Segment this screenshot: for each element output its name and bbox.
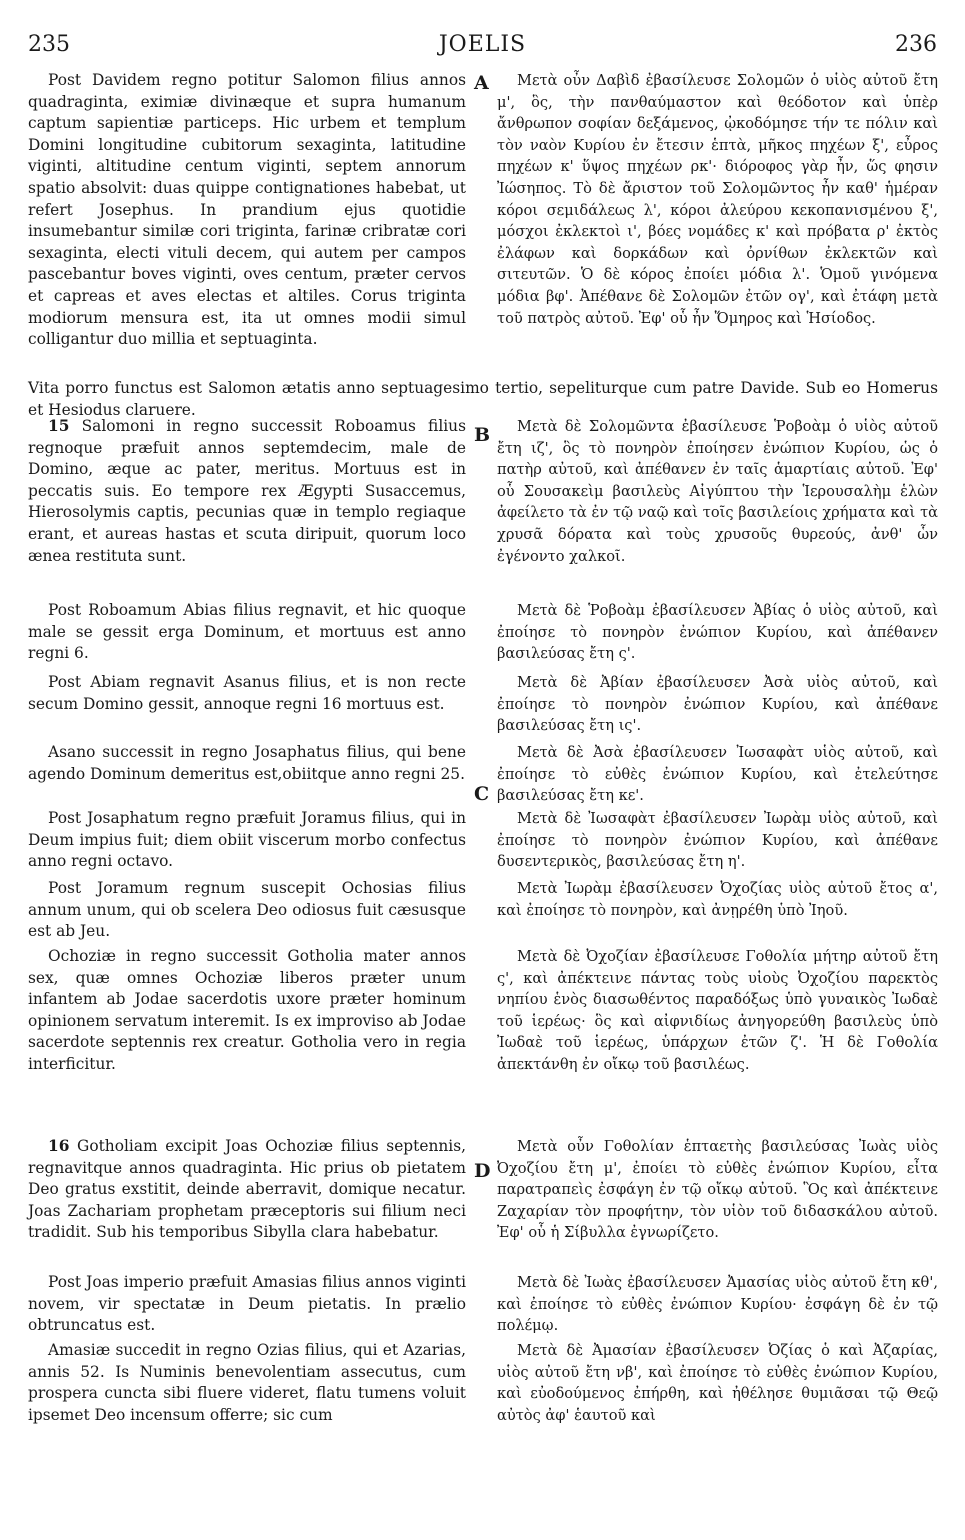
greek-paragraph bbox=[497, 878, 938, 921]
greek-paragraph bbox=[497, 946, 938, 1076]
greek-paragraph-text: Μετὰ δὲ Ὀχοζίαν ἐβασίλευσε Γοθολία μήτηρ αὐτοῦ ἔτη ς', καὶ ἀπέκτεινε πάντας τοὺς υἱοὺς Ὀχοζίου παρεκτὸς νηπίου ἑνὸς διασωθέντος παραδόξως ὑπὸ γυναικὸς Ἰωδαὲ τοῦ ἱερέως· ὃς καὶ αἰφνιδίως ἀνηγορεύθη βασιλεὺς ὑπὸ Ἰωδαὲ τοῦ ἱερέως, ὑπάρχων ἐτῶν ζ'. Ἡ δὲ Γοθολία ἀπεκτάνθη ἐν οἴκῳ τοῦ βασιλέως. bbox=[497, 948, 938, 1073]
latin-paragraph bbox=[28, 742, 466, 785]
latin-paragraph-text: Post Josaphatum regno præfuit Joramus filius, qui in Deum impius fuit; diem obiit viscerum morbo confectus anno regni octavo. bbox=[28, 809, 466, 871]
latin-paragraph bbox=[28, 808, 466, 873]
margin-marker-c: C bbox=[474, 783, 490, 805]
greek-paragraph bbox=[497, 742, 938, 807]
latin-paragraph-text: Post Davidem regno potitur Salomon filius annos quadraginta, eximiæ divinæque et supra humanum captum sapientiæ particeps. Hic urbem et templum Domini longitudine cubitorum sexaginta, latitudine viginti, altitudine centum viginti, septem annorum spatio absolvit: duas quippe contignationes habebat, ut refert Josephus. In prandium ejus quotidie insumebantur similæ cori triginta, farinæ cribratæ cori sexaginta, electi vituli decem, qui autem per campos pascebantur boves viginti, oves centum, præter cervos et capreas et aves electas et altiles. Corus triginta modiorum mensura est, ita ut omnes modii simul colligantur duo millia et septuaginta. bbox=[28, 71, 466, 349]
greek-paragraph bbox=[497, 1136, 938, 1244]
greek-paragraph bbox=[497, 70, 938, 329]
greek-paragraph bbox=[497, 600, 938, 665]
greek-paragraph bbox=[497, 1272, 938, 1337]
greek-paragraph bbox=[497, 808, 938, 873]
margin-marker-a: A bbox=[474, 72, 489, 94]
greek-paragraph-text: Μετὰ οὖν Γοθολίαν ἑπταετὴς βασιλεύσας Ἰωὰς υἱὸς Ὀχοζίου ἔτη μ', ἐποίει τὸ εὐθὲς ἐνώπιον Κυρίου, εἶτα παρατραπεὶς ἐσφάγη ἐν τῷ οἴκῳ αὐτοῦ. Ὃς καὶ ἀπέκτεινε Ζαχαρίαν τὸν προφήτην, τὸν υἱὸν τοῦ διδασκάλου αὐτοῦ. Ἐφ' οὗ ἡ Σίβυλλα ἐγνωρίζετο. bbox=[497, 1138, 938, 1242]
latin-paragraph bbox=[28, 1136, 466, 1244]
greek-paragraph-text: Μετὰ δὲ Σολομῶντα ἐβασίλευσε Ῥοβοὰμ ὁ υἱὸς αὐτοῦ ἔτη ιζ', ὃς τὸ πονηρὸν ἐποίησεν ἐνώπιον Κυρίου, ὡς ὁ πατὴρ αὐτοῦ, καὶ ἀπέθανεν ἐν ταῖς ἁμαρτίαις αὐτοῦ. Ἐφ' οὗ Σουσακεὶμ βασιλεὺς Αἰγύπτου τὴν Ἱερουσαλὴμ ἑλὼν ἀφείλετο τὰ ἐν τῷ ναῷ καὶ τοῖς βασιλείοις χρήματα καὶ τὰ χρυσᾶ δόρατα καὶ τοὺς χρυσοῦς θυρεούς, ἀνθ' ὧν ἐγένοντο χαλκοῖ. bbox=[497, 418, 938, 565]
section-number: 16 bbox=[48, 1137, 70, 1155]
latin-paragraph-text: Salomoni in regno successit Roboamus filius regnoque præfuit annos septemdecim, male de Domino, æque ac pater, meritus. Mortuus est in peccatis suis. Eo tempore rex Ægypti Susaccemus, Hierosolymis captis, pecunias quæ in templo regiaque erant, et aureas hastas et scuta diripuit, quorum loco ænea restituta sunt. bbox=[28, 417, 466, 565]
margin-marker-d: D bbox=[474, 1160, 491, 1182]
greek-paragraph-text: Μετὰ δὲ Ἰωσαφὰτ ἐβασίλευσεν Ἰωρὰμ υἱὸς αὐτοῦ, καὶ ἐποίησε τὸ πονηρὸν ἐνώπιον Κυρίου, καὶ ἀπέθανε δυσεντερικὸς, βασιλεύσας ἔτη η'. bbox=[497, 810, 938, 871]
latin-paragraph-text: Asano successit in regno Josaphatus filius, qui bene agendo Dominum demeritus est,obiitque anno regni 25. bbox=[28, 743, 466, 783]
latin-paragraph bbox=[28, 672, 466, 715]
greek-paragraph-text: Μετὰ δὲ Ἀβίαν ἐβασίλευσεν Ἀσὰ υἱὸς αὐτοῦ, καὶ ἐποίησε τὸ πονηρὸν ἐνώπιον Κυρίου, καὶ ἀπέθανε βασιλεύσας ἔτη ις'. bbox=[497, 674, 938, 735]
greek-paragraph-text: Μετὰ οὖν Δαβὶδ ἐβασίλευσε Σολομῶν ὁ υἱὸς αὐτοῦ ἔτη μ', ὃς, τὴν πανθαύμαστον καὶ θεόδοτον καὶ ὑπὲρ ἄνθρωπον σοφίαν δεξάμενος, ᾠκοδόμησε τήν τε πόλιν καὶ τὸν ναὸν Κυρίου ἐν ἔτεσιν ἑπτὰ, μῆκος πηχέων ξ', εὖρος πηχέων κ' ὕψος πηχέων ρκ'· διόροφος γὰρ ἦν, ὥς φησιν Ἰώσηπος. Τὸ δὲ ἄριστον τοῦ Σολομῶντος ἦν καθ' ἡμέραν κόροι σεμιδάλεως λ', κόροι ἀλεύρου κεκοπανισμένου ξ', μόσχοι ἐκλεκτοὶ ι', βόες νομάδες κ' καὶ πρόβατα ρ' ἐκτὸς ἐλάφων καὶ δορκάδων καὶ ὀρνίθων ἐκλεκτῶν καὶ σιτευτῶν. Ὁ δὲ κόρος ἐποίει μόδια λ'. Ὁμοῦ γινόμενα μόδια βφ'. Ἀπέθανε δὲ Σολομῶν ἐτῶν ογ', καὶ ἐτάφη μετὰ τοῦ πατρὸς αὐτοῦ. Ἐφ' οὗ ἦν Ὅμηρος καὶ Ἡσίοδος. bbox=[497, 72, 938, 327]
latin-paragraph-text: Post Abiam regnavit Asanus filius, et is non recte secum Domino gessit, annoque regni 16 mortuus est. bbox=[28, 673, 466, 713]
greek-paragraph bbox=[497, 416, 938, 567]
page-number-left: 235 bbox=[28, 32, 70, 57]
latin-column bbox=[28, 70, 466, 1520]
section-number: 15 bbox=[48, 417, 70, 435]
latin-paragraph-text: Gotholiam excipit Joas Ochoziæ filius septennis, regnavitque annos quadraginta. Hic prius ob pietatem Deo gratus exstitit, deinde aberravit, domique necatur. Joas Zachariam prophetam præceptoris sui filium neci tradidit. Sub his temporibus Sibylla clara habebatur. bbox=[28, 1137, 466, 1242]
full-width-paragraph-text: Vita porro functus est Salomon ætatis anno septuagesimo tertio, sepeliturque cum patre Davide. Sub eo Homerus et Hesiodus claruere. bbox=[28, 379, 938, 419]
greek-paragraph-text: Μετὰ Ἰωρὰμ ἐβασίλευσεν Ὀχοζίας υἱὸς αὐτοῦ ἔτος α', καὶ ἐποίησε τὸ πονηρὸν, καὶ ἀνῃρέθη ὑπὸ Ἰηοῦ. bbox=[497, 880, 938, 919]
latin-paragraph bbox=[28, 600, 466, 665]
latin-paragraph-text: Post Joramum regnum suscepit Ochosias filius annum unum, qui ob scelera Deo odiosus fuit cæsusque est ab Jeu. bbox=[28, 879, 466, 941]
margin-marker-b: B bbox=[474, 424, 491, 446]
latin-paragraph bbox=[28, 70, 466, 351]
latin-paragraph bbox=[28, 416, 466, 567]
latin-paragraph-text: Post Roboamum Abias filius regnavit, et hic quoque male se gessit erga Dominum, et mortuus est anno regni 6. bbox=[28, 601, 466, 663]
latin-paragraph bbox=[28, 946, 466, 1076]
latin-paragraph-text: Ochoziæ in regno successit Gotholia mater annos sex, quæ omnes Ochoziæ liberos præter unum infantem ab Jodae sacerdotis uxore præter hominum opinionem servatum interemit. Is ex improviso ab Jodae sacerdote septennis rex creatur. Gotholia vero in regia interficitur. bbox=[28, 947, 466, 1073]
latin-paragraph bbox=[28, 1272, 466, 1337]
greek-column bbox=[497, 70, 938, 1520]
latin-paragraph-text: Amasiæ succedit in regno Ozias filius, qui et Azarias, annis 52. Is Numinis benevolentiam assecutus, cum prospera cuncta sibi fluere videret, flatu tumens voluit ipsemet Deo incensum offerre; sic cum bbox=[28, 1341, 466, 1424]
latin-paragraph bbox=[28, 878, 466, 943]
page-number-right: 236 bbox=[895, 32, 937, 57]
greek-paragraph-text: Μετὰ δὲ Ἀσὰ ἐβασίλευσεν Ἰωσαφὰτ υἱὸς αὐτοῦ, καὶ ἐποίησε τὸ εὐθὲς ἐνώπιον Κυρίου, καὶ ἐτελεύτησε βασιλεύσας ἔτη κε'. bbox=[497, 744, 938, 805]
greek-paragraph bbox=[497, 672, 938, 737]
latin-paragraph bbox=[28, 1340, 466, 1426]
greek-paragraph-text: Μετὰ δὲ Ἰωὰς ἐβασίλευσεν Ἀμασίας υἱὸς αὐτοῦ ἔτη κθ', καὶ ἐποίησε τὸ εὐθὲς ἐνώπιον Κυρίου· ἐσφάγη δὲ ἐν τῷ πολέμῳ. bbox=[497, 1274, 938, 1335]
running-title: JOELIS bbox=[438, 32, 527, 57]
page-header bbox=[28, 32, 937, 62]
greek-paragraph-text: Μετὰ δὲ Ἀμασίαν ἐβασίλευσεν Ὀζίας ὁ καὶ Ἀζαρίας, υἱὸς αὐτοῦ ἔτη νβ', καὶ ἐποίησε τὸ εὐθὲς ἐνώπιον Κυρίου, καὶ εὐοδούμενος ἐπήρθη, καὶ ἠθέλησε θυμιᾶσαι τῷ Θεῷ αὐτὸς ἀφ' ἑαυτοῦ καὶ bbox=[497, 1342, 938, 1424]
latin-paragraph-text: Post Joas imperio præfuit Amasias filius annos viginti novem, vir spectatæ in Deum pietatis. In prælio obtruncatus est. bbox=[28, 1273, 466, 1335]
greek-paragraph-text: Μετὰ δὲ Ῥοβοὰμ ἐβασίλευσεν Ἀβίας ὁ υἱὸς αὐτοῦ, καὶ ἐποίησε τὸ πονηρὸν ἐνώπιον Κυρίου, καὶ ἀπέθανεν βασιλεύσας ἔτη ς'. bbox=[497, 602, 938, 663]
greek-paragraph bbox=[497, 1340, 938, 1426]
